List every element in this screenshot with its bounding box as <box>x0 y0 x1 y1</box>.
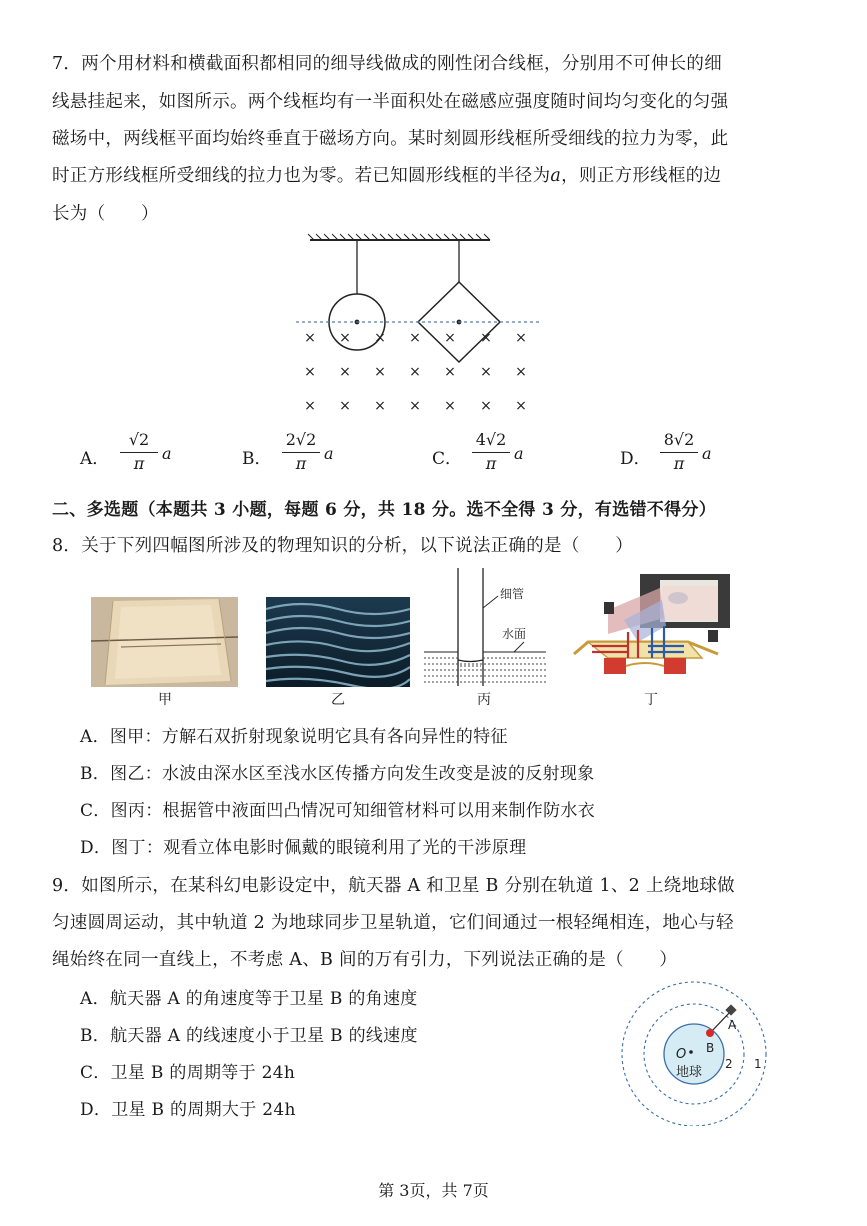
svg-text:×: × <box>374 330 386 346</box>
svg-text:×: × <box>304 364 316 380</box>
caption-bing: 丙 <box>477 692 491 708</box>
water-wave-image <box>266 597 410 687</box>
q7-diagram <box>290 232 550 422</box>
caption-jia: 甲 <box>158 692 172 708</box>
svg-text:×: × <box>515 364 527 380</box>
q7-line-5: 长为（ ） <box>52 204 159 224</box>
svg-text:×: × <box>339 364 351 380</box>
svg-text:×: × <box>444 398 456 414</box>
satellite-b <box>706 1029 714 1037</box>
svg-text:×: × <box>444 330 456 346</box>
svg-text:×: × <box>515 330 527 346</box>
svg-text:×: × <box>304 330 316 346</box>
q7-line-3: 磁场中，两线框平面均始终垂直于磁场方向。某时刻圆形线框所受细线的拉力为零，此 <box>52 129 729 149</box>
svg-text:×: × <box>444 364 456 380</box>
q9-option-d: D．卫星 B 的周期大于 24h <box>80 1100 296 1120</box>
label-a: A <box>728 1018 737 1032</box>
water-surface-label: 水面 <box>502 627 527 641</box>
caption-yi: 乙 <box>331 692 345 708</box>
section-heading: 二、多选题（本题共 3 小题，每题 6 分，共 18 分。选不全得 3 分，有选错不得分） <box>52 500 716 520</box>
svg-text:×: × <box>304 398 316 414</box>
svg-text:×: × <box>409 330 421 346</box>
q8-option-a: A．图甲：方解石双折射现象说明它具有各向异性的特征 <box>80 727 508 747</box>
caption-ding: 丁 <box>644 692 658 708</box>
svg-text:×: × <box>409 364 421 380</box>
earth-label: 地球 <box>676 1065 703 1080</box>
q8-stem: 8．关于下列四幅图所涉及的物理知识的分析，以下说法正确的是（ ） <box>52 536 634 556</box>
q9-line-2: 匀速圆周运动，其中轨道 2 为地球同步卫星轨道，它们间通过一根轻绳相连，地心与轻 <box>52 913 734 933</box>
q9-option-c: C．卫星 B 的周期等于 24h <box>80 1063 296 1083</box>
page-number: 第 3页，共 7页 <box>378 1181 489 1200</box>
calcite-image <box>91 597 238 687</box>
q9-option-b: B．航天器 A 的线速度小于卫星 B 的线速度 <box>80 1026 418 1046</box>
svg-text:×: × <box>480 330 492 346</box>
label-b: B <box>706 1041 715 1055</box>
orbit-diagram <box>608 980 788 1126</box>
svg-text:×: × <box>374 364 386 380</box>
q9-option-a: A．航天器 A 的角速度等于卫星 B 的角速度 <box>80 989 418 1009</box>
q7-line-2: 线悬挂起来，如图所示。两个线框均有一半面积处在磁感应强度随时间均匀变化的匀强 <box>52 92 729 112</box>
svg-text:×: × <box>480 398 492 414</box>
svg-text:×: × <box>339 330 351 346</box>
orbit-1-label: 1 <box>754 1057 762 1071</box>
earth-center-label: O <box>676 1047 687 1062</box>
q8-option-b: B．图乙：水波由深水区至浅水区传播方向发生改变是波的反射现象 <box>80 764 595 784</box>
q9-line-1: 9．如图所示，在某科幻电影设定中，航天器 A 和卫星 B 分别在轨道 1、2 上绕地球做 <box>52 876 735 896</box>
tube-label: 细管 <box>500 587 525 601</box>
q7-line-1: 7．两个用材料和横截面积都相同的细导线做成的刚性闭合线框，分别用不可伸长的细 <box>52 54 723 74</box>
svg-text:×: × <box>339 398 351 414</box>
orbit-2-label: 2 <box>725 1057 733 1071</box>
q7-line-4: 时正方形线框所受细线的拉力也为零。若已知圆形线框的半径为a，则正方形线框的边 <box>52 166 722 186</box>
q9-line-3: 绳始终在同一直线上，不考虑 A、B 间的万有引力，下列说法正确的是（ ） <box>52 950 678 970</box>
3d-glasses-diagram <box>568 572 734 688</box>
svg-text:×: × <box>480 364 492 380</box>
q8-option-c: C．图丙：根据管中液面凹凸情况可知细管材料可以用来制作防水衣 <box>80 801 596 821</box>
svg-text:×: × <box>409 398 421 414</box>
spacecraft-a <box>725 1004 736 1015</box>
q8-option-d: D．图丁：观看立体电影时佩戴的眼镜利用了光的干涉原理 <box>80 838 527 858</box>
capillary-diagram <box>420 566 550 688</box>
svg-text:×: × <box>515 398 527 414</box>
svg-text:×: × <box>374 398 386 414</box>
